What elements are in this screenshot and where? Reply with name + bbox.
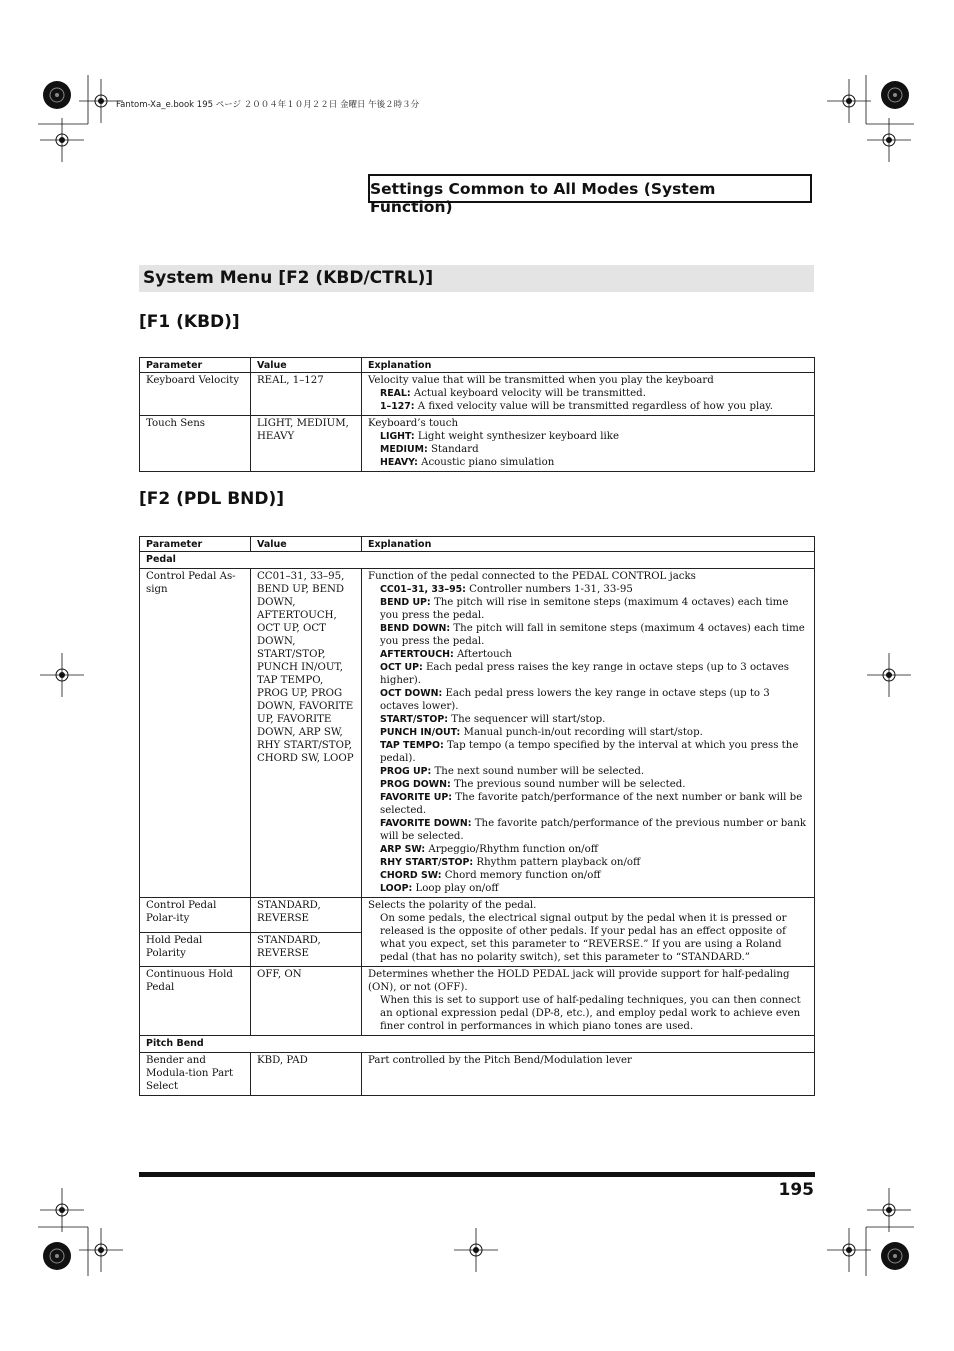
explanation-keyboard-velocity <box>362 373 815 416</box>
item-key: CC01–31, 33–95: <box>380 584 466 595</box>
item-text: Chord memory function on/off <box>444 870 601 881</box>
pdl-bnd-parameter-table <box>139 536 815 1096</box>
explanation-item <box>380 596 808 622</box>
explanation-item <box>380 400 808 413</box>
item-text: Manual punch-in/out recording will start/stop. <box>463 727 703 738</box>
explanation-item <box>380 583 808 596</box>
explanation-control-pedal-assign <box>362 569 815 898</box>
group-label-pedal: Pedal <box>140 552 815 569</box>
item-key: BEND DOWN: <box>380 623 451 634</box>
param-touch-sens: Touch Sens <box>140 416 251 472</box>
item-text: The pitch will rise in semitone steps (maximum 4 octaves) each time you press the pedal. <box>380 597 789 621</box>
item-text: Loop play on/off <box>415 883 499 894</box>
explanation-continuous-hold <box>362 967 815 1036</box>
header-explanation: Explanation <box>362 537 815 552</box>
explanation-item <box>380 430 808 443</box>
item-key: FAVORITE UP: <box>380 792 453 803</box>
table-header-row <box>140 537 815 552</box>
item-key: ARP SW: <box>380 844 426 855</box>
explanation-item-list <box>368 583 808 895</box>
header-value: Value <box>251 537 362 552</box>
explanation-item <box>380 648 808 661</box>
item-text: Controller numbers 1-31, 33-95 <box>469 584 633 595</box>
value-hold-pedal-polarity: STANDARD, REVERSE <box>251 932 362 967</box>
param-hold-pedal-polarity: Hold Pedal Polarity <box>140 932 251 967</box>
value-touch-sens: LIGHT, MEDIUM, HEAVY <box>251 416 362 472</box>
explanation-item <box>380 739 808 765</box>
explanation-body: On some pedals, the electrical signal output by the pedal when it is pressed or released is the opposite of other pedals. If your pedal has an effect opposite of what you expect, set this parameter to “REVERSE.” If you are using a Roland pedal (that has no polarity switch), set this parameter to “STANDARD.” <box>380 913 787 963</box>
item-key: PUNCH IN/OUT: <box>380 727 461 738</box>
explanation-item <box>380 687 808 713</box>
explanation-item <box>380 778 808 791</box>
item-text: The sequencer will start/stop. <box>451 714 606 725</box>
header-parameter: Parameter <box>140 358 251 373</box>
file-meta-line: Fantom-Xa_e.book 195 ページ ２００４年１０月２２日 金曜日 午後２時３分 <box>116 100 420 110</box>
item-text: A fixed velocity value will be transmitted regardless of how you play. <box>417 401 773 412</box>
value-control-pedal-polarity: STANDARD, REVERSE <box>251 898 362 933</box>
explanation-item <box>380 713 808 726</box>
group-row-pitch-bend <box>140 1036 815 1053</box>
explanation-item <box>380 387 808 400</box>
item-key: LIGHT: <box>380 431 415 442</box>
param-bender-modulation: Bender and Modula-tion Part Select <box>140 1053 251 1096</box>
section-banner <box>368 174 812 216</box>
item-text: Arpeggio/Rhythm function on/off <box>428 844 598 855</box>
group-label-pitch-bend: Pitch Bend <box>140 1036 815 1053</box>
explanation-item <box>380 882 808 895</box>
item-text: The favorite patch/performance of the previous number or bank will be selected. <box>380 818 807 842</box>
item-key: PROG DOWN: <box>380 779 451 790</box>
kbd-parameter-table <box>139 357 815 472</box>
header-parameter: Parameter <box>140 537 251 552</box>
item-text: Actual keyboard velocity will be transmitted. <box>413 388 646 399</box>
item-key: PROG UP: <box>380 766 432 777</box>
value-continuous-hold: OFF, ON <box>251 967 362 1036</box>
item-text: The pitch will fall in semitone steps (maximum 4 octaves) each time you press the pedal. <box>380 623 805 647</box>
explanation-bender-modulation: Part controlled by the Pitch Bend/Modulation lever <box>362 1053 815 1096</box>
item-text: Rhythm pattern playback on/off <box>476 857 641 868</box>
explanation-intro: Function of the pedal connected to the PEDAL CONTROL jacks <box>368 571 696 582</box>
item-key: TAP TEMPO: <box>380 740 444 751</box>
explanation-item <box>380 765 808 778</box>
item-key: START/STOP: <box>380 714 449 725</box>
item-text: The favorite patch/performance of the next number or bank will be selected. <box>380 792 803 816</box>
item-text: Acoustic piano simulation <box>421 457 555 468</box>
explanation-item <box>380 456 808 469</box>
footer-rule <box>139 1172 815 1177</box>
item-key: LOOP: <box>380 883 413 894</box>
table-row <box>140 416 815 472</box>
item-text: Each pedal press lowers the key range in octave steps (up to 3 octaves lower). <box>380 688 770 712</box>
table-header-row <box>140 358 815 373</box>
explanation-intro: Selects the polarity of the pedal. <box>368 900 537 911</box>
explanation-intro: Determines whether the HOLD PEDAL jack will provide support for half-pedaling (ON), or not (OFF). <box>368 969 790 993</box>
explanation-item <box>380 726 808 739</box>
item-text: Light weight synthesizer keyboard like <box>417 431 620 442</box>
table-row <box>140 967 815 1036</box>
table-row <box>140 569 815 898</box>
item-key: 1–127: <box>380 401 415 412</box>
item-key: BEND UP: <box>380 597 431 608</box>
header-value: Value <box>251 358 362 373</box>
explanation-item <box>380 791 808 817</box>
table-row <box>140 373 815 416</box>
item-text: Each pedal press raises the key range in octave steps (up to 3 octaves higher). <box>380 662 790 686</box>
subsection-pdl-bnd-title: [F2 (PDL BND)] <box>139 489 285 509</box>
item-key: FAVORITE DOWN: <box>380 818 472 829</box>
item-key: REAL: <box>380 388 411 399</box>
section-title: Settings Common to All Modes (System Function) <box>370 180 716 216</box>
subsection-kbd-title: [F1 (KBD)] <box>139 312 240 332</box>
explanation-intro: Keyboard’s touch <box>368 418 459 429</box>
group-row-pedal <box>140 552 815 569</box>
item-key: OCT UP: <box>380 662 423 673</box>
explanation-item <box>380 817 808 843</box>
table-row <box>140 898 815 933</box>
item-text: Tap tempo (a tempo specified by the interval at which you press the pedal). <box>380 740 799 764</box>
explanation-item <box>380 443 808 456</box>
item-text: Aftertouch <box>456 649 512 660</box>
param-control-pedal-assign: Control Pedal As-sign <box>140 569 251 898</box>
explanation-pedal-polarity <box>362 898 815 967</box>
item-text: The next sound number will be selected. <box>434 766 645 777</box>
value-bender-modulation: KBD, PAD <box>251 1053 362 1096</box>
param-control-pedal-polarity: Control Pedal Polar-ity <box>140 898 251 933</box>
item-key: CHORD SW: <box>380 870 442 881</box>
item-key: AFTERTOUCH: <box>380 649 454 660</box>
param-keyboard-velocity: Keyboard Velocity <box>140 373 251 416</box>
explanation-item <box>380 622 808 648</box>
header-explanation: Explanation <box>362 358 815 373</box>
menu-title-bar <box>139 265 814 292</box>
item-text: The previous sound number will be selected. <box>453 779 686 790</box>
explanation-item <box>380 661 808 687</box>
page-number: 195 <box>778 1180 814 1200</box>
item-text: Standard <box>430 444 479 455</box>
explanation-item <box>380 843 808 856</box>
item-key: MEDIUM: <box>380 444 428 455</box>
explanation-touch-sens <box>362 416 815 472</box>
param-continuous-hold: Continuous Hold Pedal <box>140 967 251 1036</box>
item-key: RHY START/STOP: <box>380 857 474 868</box>
explanation-item <box>380 856 808 869</box>
explanation-body: When this is set to support use of half-pedaling techniques, you can then connect an optional expression pedal (DP-8, etc.), and employ pedal work to achieve even finer control in performances in which piano tones are used. <box>380 995 801 1032</box>
item-key: OCT DOWN: <box>380 688 443 699</box>
item-key: HEAVY: <box>380 457 418 468</box>
explanation-intro: Velocity value that will be transmitted when you play the keyboard <box>368 375 714 386</box>
explanation-item <box>380 869 808 882</box>
value-keyboard-velocity: REAL, 1–127 <box>251 373 362 416</box>
menu-title: System Menu [F2 (KBD/CTRL)] <box>143 268 434 288</box>
table-row <box>140 1053 815 1096</box>
value-control-pedal-assign: CC01–31, 33–95, BEND UP, BEND DOWN, AFTERTOUCH, OCT UP, OCT DOWN, START/STOP, PUNCH IN/OUT, TAP TEMPO, PROG UP, PROG DOWN, FAVORITE UP, FAVORITE DOWN, ARP SW, RHY START/STOP, CHORD SW, LOOP <box>251 569 362 898</box>
